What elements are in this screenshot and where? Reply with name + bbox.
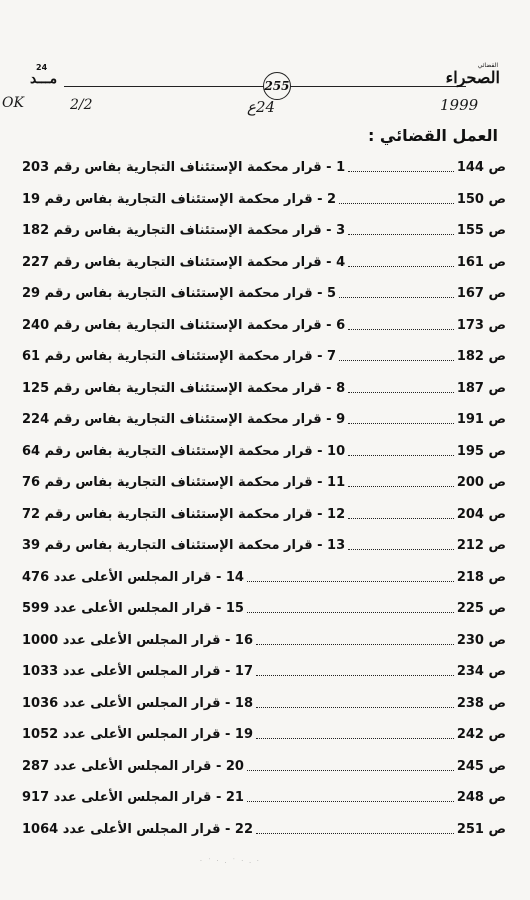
toc-entry-page: ص 218: [456, 569, 506, 585]
header-right-logo: [445, 62, 500, 87]
toc-dot-leader: [339, 360, 454, 361]
toc-dot-leader: [348, 423, 454, 424]
section-title: العمل القضائي :: [367, 126, 498, 145]
toc-dot-leader: [348, 234, 454, 235]
toc-entry-page: ص 161: [456, 254, 506, 270]
toc-entry-title: 19 - قرار المجلس الأعلى عدد 1052: [22, 727, 254, 743]
toc-entry-page: ص 225: [456, 601, 506, 617]
toc-entry-title: 8 - قرار محكمة الإستئناف التجارية بفاس رقم 125: [22, 380, 346, 396]
toc-entry: [22, 656, 506, 688]
toc-entry-title: 10 - قرار محكمة الإستئناف التجارية بفاس رقم 64: [22, 443, 346, 459]
toc-dot-leader: [256, 675, 454, 676]
toc-dot-leader: [348, 486, 454, 487]
toc-dot-leader: [348, 392, 454, 393]
toc-entry: [22, 373, 506, 405]
header-right-logo-text: الصحراء: [445, 68, 500, 87]
toc-dot-leader: [247, 612, 454, 613]
toc-entry: [22, 499, 506, 531]
toc-entry-title: 11 - قرار محكمة الإستئناف التجارية بفاس رقم 76: [22, 475, 346, 491]
toc-list: [22, 152, 506, 845]
toc-entry-title: 4 - قرار محكمة الإستئناف التجارية بفاس رقم 227: [22, 254, 346, 270]
toc-dot-leader: [348, 171, 454, 172]
toc-entry-page: ص 167: [456, 286, 506, 302]
toc-dot-leader: [247, 801, 454, 802]
toc-dot-leader: [247, 770, 454, 771]
toc-entry: [22, 247, 506, 279]
toc-entry: [22, 310, 506, 342]
toc-entry-page: ص 182: [456, 349, 506, 365]
toc-entry-title: 3 - قرار محكمة الإستئناف التجارية بفاس رقم 182: [22, 223, 346, 239]
toc-entry: [22, 404, 506, 436]
toc-entry: [22, 593, 506, 625]
toc-entry-page: ص 155: [456, 223, 506, 239]
toc-entry-title: 22 - قرار المجلس الأعلى عدد 1064: [22, 821, 254, 837]
toc-entry-page: ص 195: [456, 443, 506, 459]
toc-entry-page: ص 248: [456, 790, 506, 806]
toc-entry: [22, 152, 506, 184]
toc-entry: [22, 436, 506, 468]
toc-dot-leader: [348, 455, 454, 456]
toc-entry: [22, 814, 506, 846]
toc-entry-title: 5 - قرار محكمة الإستئناف التجارية بفاس رقم 29: [22, 286, 337, 302]
toc-dot-leader: [256, 644, 454, 645]
toc-entry-title: 21 - قرار المجلس الأعلى عدد 917: [22, 790, 244, 806]
toc-entry-title: 13 - قرار محكمة الإستئناف التجارية بفاس رقم 39: [22, 538, 346, 554]
handwritten-code: 24ع: [247, 98, 276, 116]
scan-speckles: · ˙ · . ˙ · . ·: [200, 858, 261, 865]
handwritten-year: 1999: [440, 96, 479, 114]
header-left-logo-text: مـــد: [30, 71, 58, 87]
toc-entry-title: 2 - قرار محكمة الإستئناف التجارية بفاس رقم 19: [22, 191, 337, 207]
toc-entry: [22, 719, 506, 751]
toc-entry: [22, 751, 506, 783]
toc-entry-page: ص 230: [456, 632, 506, 648]
toc-entry-page: ص 212: [456, 538, 506, 554]
toc-entry: [22, 215, 506, 247]
toc-entry: [22, 625, 506, 657]
handwritten-ok: OK: [2, 95, 24, 111]
toc-entry-title: 16 - قرار المجلس الأعلى عدد 1000: [22, 632, 254, 648]
toc-dot-leader: [256, 833, 454, 834]
toc-dot-leader: [256, 738, 454, 739]
header-left-logo-number: 24: [36, 63, 48, 72]
toc-entry-page: ص 187: [456, 380, 506, 396]
header-right-logo-small: القضائي: [477, 62, 498, 69]
toc-dot-leader: [339, 297, 454, 298]
toc-entry-title: 7 - قرار محكمة الإستئناف التجارية بفاس رقم 61: [22, 349, 337, 365]
toc-entry-page: ص 251: [456, 821, 506, 837]
toc-entry-title: 18 - قرار المجلس الأعلى عدد 1036: [22, 695, 254, 711]
handwritten-fraction: 2/2: [70, 97, 93, 113]
toc-entry-page: ص 191: [456, 412, 506, 428]
toc-dot-leader: [348, 266, 454, 267]
toc-entry-title: 9 - قرار محكمة الإستئناف التجارية بفاس رقم 224: [22, 412, 346, 428]
toc-entry: [22, 562, 506, 594]
toc-entry-title: 20 - قرار المجلس الأعلى عدد 287: [22, 758, 244, 774]
toc-entry-title: 6 - قرار محكمة الإستئناف التجارية بفاس رقم 240: [22, 317, 346, 333]
toc-entry: [22, 467, 506, 499]
toc-entry-page: ص 150: [456, 191, 506, 207]
toc-entry-page: ص 144: [456, 160, 506, 176]
toc-entry-page: ص 204: [456, 506, 506, 522]
toc-entry-page: ص 234: [456, 664, 506, 680]
toc-dot-leader: [348, 549, 454, 550]
toc-dot-leader: [256, 707, 454, 708]
toc-entry-title: 14 - قرار المجلس الأعلى عدد 476: [22, 569, 244, 585]
toc-entry-title: 1 - قرار محكمة الإستئناف التجارية بفاس رقم 203: [22, 160, 346, 176]
header-left-logo: [30, 63, 58, 87]
toc-dot-leader: [247, 581, 454, 582]
toc-dot-leader: [348, 329, 454, 330]
toc-entry-page: ص 200: [456, 475, 506, 491]
toc-entry: [22, 782, 506, 814]
page-header: [30, 62, 500, 96]
toc-dot-leader: [348, 518, 454, 519]
toc-entry-page: ص 245: [456, 758, 506, 774]
toc-entry: [22, 530, 506, 562]
page-number-badge: 255: [263, 72, 291, 100]
toc-entry-title: 15 - قرار المجلس الأعلى عدد 599: [22, 601, 244, 617]
toc-entry-page: ص 173: [456, 317, 506, 333]
toc-entry: [22, 688, 506, 720]
toc-dot-leader: [339, 203, 454, 204]
toc-entry-title: 12 - قرار محكمة الإستئناف التجارية بفاس رقم 72: [22, 506, 346, 522]
toc-entry-title: 17 - قرار المجلس الأعلى عدد 1033: [22, 664, 254, 680]
toc-entry: [22, 184, 506, 216]
toc-entry: [22, 278, 506, 310]
toc-entry-page: ص 238: [456, 695, 506, 711]
toc-entry: [22, 341, 506, 373]
toc-entry-page: ص 242: [456, 727, 506, 743]
